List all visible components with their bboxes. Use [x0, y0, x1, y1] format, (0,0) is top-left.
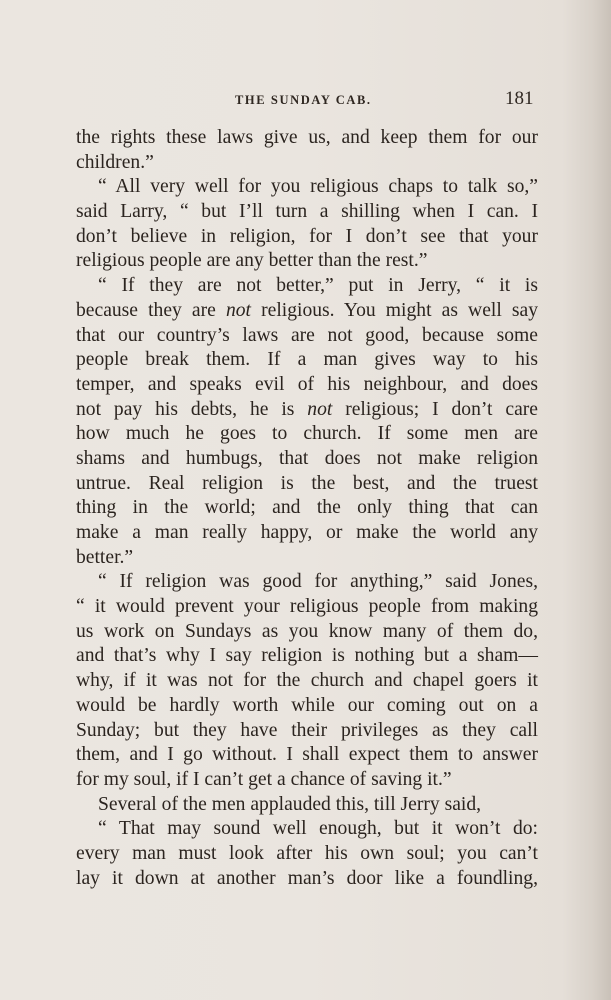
text-line: every man must look after his own soul; you can’t — [76, 842, 538, 864]
text-line: people break them. If a man gives way to his — [76, 349, 538, 371]
text-line: “ it would prevent your religious people from making — [76, 596, 538, 618]
text-line — [76, 299, 538, 324]
text-segment: religious. You might as well say — [251, 299, 538, 321]
text-line: children.” — [76, 151, 154, 173]
text-line — [76, 398, 538, 423]
text-line: Sunday; but they have their privileges as they call — [76, 719, 538, 741]
text-line: why, if it was not for the church and chapel goers it — [76, 670, 538, 692]
text-line: us work on Sundays as you know many of them do, — [76, 620, 538, 642]
text-segment: because they are — [76, 299, 226, 321]
running-head — [0, 88, 611, 112]
text-line: would be hardly worth while our coming out on a — [76, 694, 538, 716]
text-line: “ If religion was good for anything,” said Jones, — [98, 571, 538, 593]
text-line: and that’s why I say religion is nothing but a sham— — [76, 645, 538, 667]
text-line: thing in the world; and the only thing that can — [76, 497, 538, 519]
body-text — [76, 126, 538, 891]
text-line: that our country’s laws are not good, because some — [76, 324, 538, 346]
text-line: “ All very well for you religious chaps to talk so,” — [98, 176, 538, 198]
text-line: “ That may sound well enough, but it won’t do: — [98, 818, 538, 840]
text-line: religious people are any better than the rest.” — [76, 250, 428, 272]
text-line: “ If they are not better,” put in Jerry, “ it is — [98, 275, 538, 297]
emphasis-text: not — [307, 398, 333, 420]
text-line: make a man really happy, or make the world any — [76, 522, 538, 543]
text-line: lay it down at another man’s door like a foundling, — [76, 867, 538, 889]
text-line: don’t believe in religion, for I don’t see that your — [76, 225, 538, 247]
text-line: the rights these laws give us, and keep them for our — [76, 127, 538, 148]
text-line: shams and humbugs, that does not make religion — [76, 447, 538, 469]
page-number: 181 — [505, 88, 534, 109]
text-line: them, and I go without. I shall expect them to answer — [76, 744, 538, 766]
text-line: better.” — [76, 546, 134, 568]
text-segment: not pay his debts, he is — [76, 398, 308, 420]
text-line: Several of the men applauded this, till Jerry said, — [98, 793, 482, 815]
text-line: how much he goes to church. If some men are — [76, 423, 538, 445]
text-line: said Larry, “ but I’ll turn a shilling when I can. I — [76, 201, 538, 223]
running-title: THE SUNDAY CAB. — [235, 93, 372, 107]
text-line: temper, and speaks evil of his neighbour, and does — [76, 373, 538, 395]
text-line: for my soul, if I can’t get a chance of saving it.” — [76, 768, 452, 790]
text-line: untrue. Real religion is the best, and the truest — [76, 472, 538, 494]
text-segment: religious; I don’t care — [332, 398, 538, 420]
emphasis-text: not — [225, 299, 251, 321]
